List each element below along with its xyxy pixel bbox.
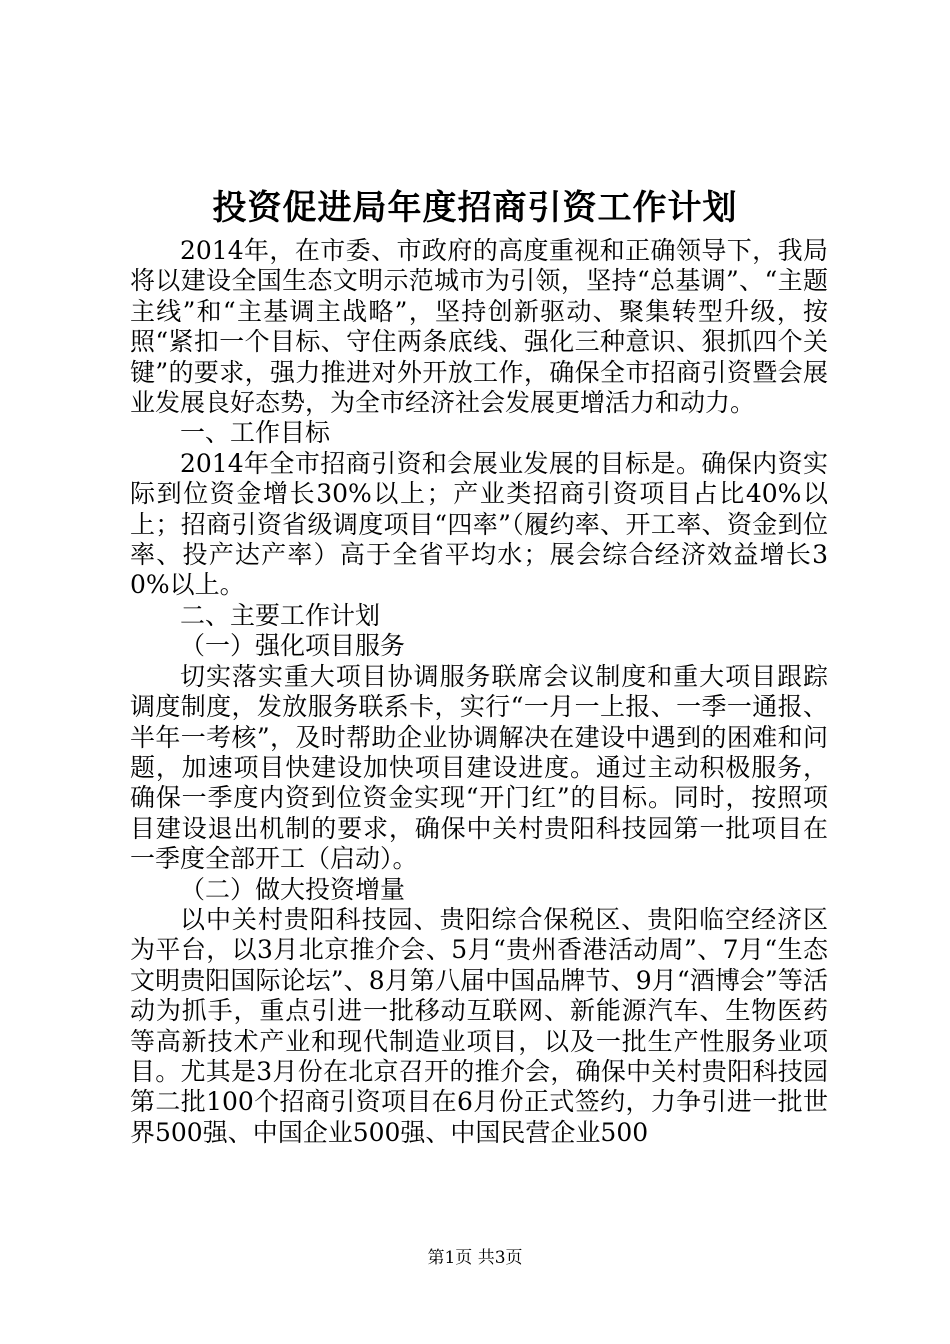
page-number-footer: 第1页 共3页 [427,1248,523,1268]
document-body [130,236,828,1148]
paragraph-work-goals: 2014年全市招商引资和会展业发展的目标是。确保内资实际到位资金增长30%以上；产业类招商引资项目占比40%以上；招商引资省级调度项目“四率”（履约率、开工率、资金到位率、投产达产率）高于全省平均水；展会综合经济效益增长30%以上。 [130,448,828,600]
section-heading-work-goals: 一、工作目标 [180,418,331,448]
subsection-heading-project-service: （一）强化项目服务 [180,631,406,661]
section-heading-main-plan: 二、主要工作计划 [180,600,381,630]
paragraph-intro: 2014年，在市委、市政府的高度重视和正确领导下，我局将以建设全国生态文明示范城市为引领，坚持“总基调”、“主题主线”和“主基调主战略”，坚持创新驱动、聚集转型升级，按照“紧扣一个目标、守住两条底线、强化三种意识、狠抓四个关键”的要求，强力推进对外开放工作，确保全市招商引资暨会展业发展良好态势，为全市经济社会发展更增活力和动力。 [130,236,828,418]
paragraph-project-service: 切实落实重大项目协调服务联席会议制度和重大项目跟踪调度制度，发放服务联系卡，实行“一月一上报、一季一通报、半年一考核”，及时帮助企业协调解决在建设中遇到的困难和问题，加速项目快建设加快项目建设进度。通过主动积极服务，确保一季度内资到位资金实现“开门红”的目标。同时，按照项目建设退出机制的要求，确保中关村贵阳科技园第一批项目在一季度全部开工（启动）。 [130,661,828,874]
paragraph-investment-increase: 以中关村贵阳科技园、贵阳综合保税区、贵阳临空经济区为平台，以3月北京推介会、5月“贵州香港活动周”、7月“生态文明贵阳国际论坛”、8月第八届中国品牌节、9月“酒博会”等活动为抓手，重点引进一批移动互联网、新能源汽车、生物医药等高新技术产业和现代制造业项目，以及一批生产性服务业项目。尤其是3月份在北京召开的推介会，确保中关村贵阳科技园第二批100个招商引资项目在6月份正式签约，力争引进一批世界500强、中国企业500强、中国民营企业500 [130,904,828,1147]
document-title: 投资促进局年度招商引资工作计划 [212,188,738,228]
subsection-heading-investment-increase: （二）做大投资增量 [180,874,406,904]
